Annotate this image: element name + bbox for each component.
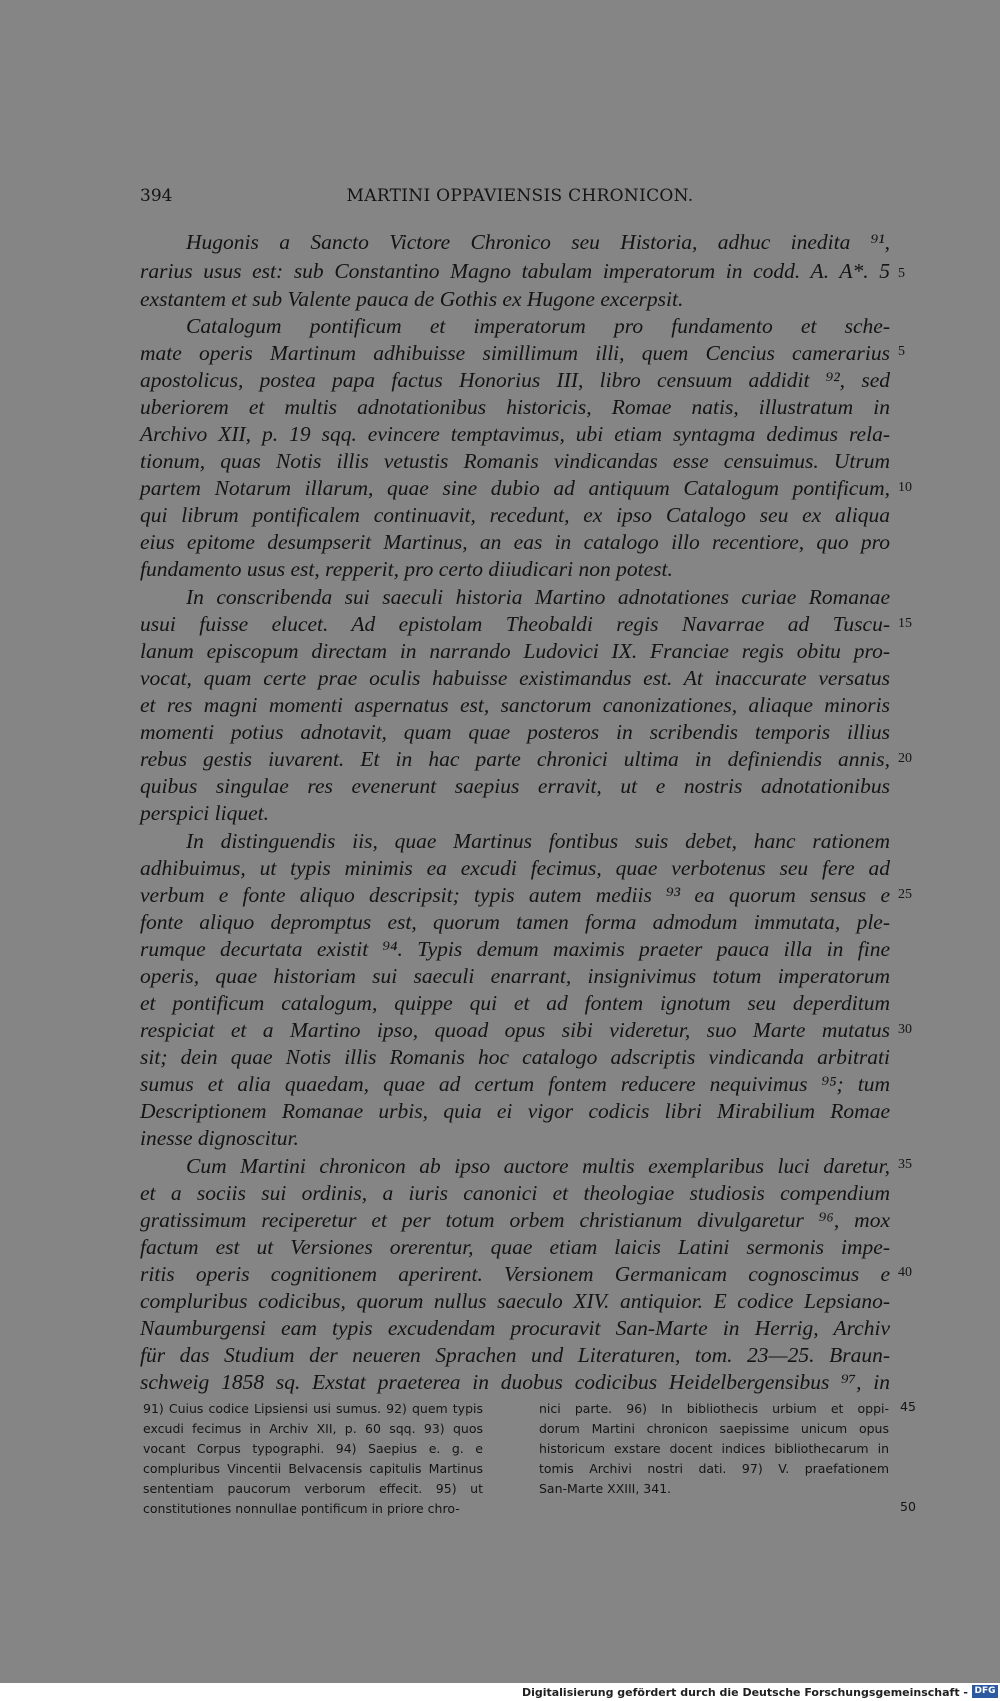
text-line: momenti potius adnotavit, quam quae posteros in scribendis temporis illius	[140, 720, 890, 744]
footnote-line: 91) Cuius codice Lipsiensi usi sumus. 92) quem typis	[143, 1401, 483, 1416]
text-line: uberiorem et multis adnotationibus historicis, Romae natis, illustratum in	[140, 395, 890, 419]
text-line: vocat, quam certe prae oculis habuisse existimandus est. At inaccurate versatus	[140, 666, 890, 690]
line-number: 20	[898, 751, 912, 766]
text-line: sit; dein quae Notis illis Romanis hoc catalogo adscriptis vindicanda arbitrati	[140, 1045, 890, 1069]
text-line: ritis operis cognitionem aperirent. Versionem Germanicam cognoscimus e	[140, 1262, 890, 1286]
footnote-line: constitutiones nonnullae pontificum in priore chro-	[143, 1501, 460, 1516]
footnote-line-number: 50	[900, 1499, 916, 1514]
line-number: 5	[898, 266, 905, 281]
line-number: 30	[898, 1022, 912, 1037]
text-line: mate operis Martinum adhibuisse simillimum illi, quem Cencius camerarius	[140, 341, 890, 365]
text-line: respiciat et a Martino ipso, quoad opus sibi videretur, suo Marte mutatus	[140, 1018, 890, 1042]
text-line: tionum, quas Notis illis vetustis Romanis vindicandas esse censuimus. Utrum	[140, 449, 890, 473]
line-number: 10	[898, 480, 912, 495]
text-line: exstantem et sub Valente pauca de Gothis ex Hugone excerpsit.	[140, 287, 684, 311]
page-number: 394	[140, 186, 173, 206]
text-line: inesse dignoscitur.	[140, 1126, 299, 1150]
footnote-line: compluribus Vincentii Belvacensis capitulis Martinus	[143, 1461, 483, 1476]
line-number: 35	[898, 1157, 912, 1172]
text-line: lanum episcopum directam in narrando Ludovici IX. Franciae regis obitu pro-	[140, 639, 890, 663]
text-line: operis, quae historiam sui saeculi enarrant, insignivimus totum imperatorum	[140, 964, 890, 988]
text-line: Hugonis a Sancto Victore Chronico seu Historia, adhuc inedita ⁹¹,	[186, 230, 890, 254]
text-line: et pontificum catalogum, quippe qui et ad fontem ignotum seu deperditum	[140, 991, 890, 1015]
footnotes-left-column	[143, 1399, 483, 1519]
text-line: factum est ut Versiones orerentur, quae etiam laicis Latini sermonis impe-	[140, 1235, 890, 1259]
text-line: rumque decurtata existit ⁹⁴. Typis demum maximis praeter pauca illa in fine	[140, 937, 890, 961]
digitization-credit: Digitalisierung gefördert durch die Deutsche Forschungsgemeinschaft -	[521, 1686, 968, 1699]
footnote-line: historicum exstare docent indices bibliothecarum in	[539, 1441, 889, 1456]
text-line: fonte aliquo depromptus est, quorum tamen forma admodum immutata, ple-	[140, 910, 890, 934]
page-header	[140, 186, 900, 212]
text-line: sumus et alia quaedam, quae ad certum fontem reducere nequivimus ⁹⁵; tum	[140, 1072, 890, 1096]
running-title: MARTINI OPPAVIENSIS CHRONICON.	[346, 186, 694, 206]
footnote-line: tomis Archivi nostri dati. 97) V. praefationem	[539, 1461, 889, 1476]
text-line: quibus singulae res evenerunt saepius erravit, ut e nostris adnotationibus	[140, 774, 890, 798]
text-line: Archivo XII, p. 19 sqq. evincere temptavimus, ubi etiam syntagma dedimus rela-	[140, 422, 890, 446]
line-number: 5	[898, 344, 905, 359]
text-line: rebus gestis iuvarent. Et in hac parte chronici ultima in definiendis annis,	[140, 747, 890, 771]
line-number: 40	[898, 1265, 912, 1280]
text-line: gratissimum reciperetur et per totum orbem christianum divulgaretur ⁹⁶, mox	[140, 1208, 890, 1232]
text-line: Catalogum pontificum et imperatorum pro fundamento et sche-	[186, 314, 890, 338]
text-line: usui fuisse elucet. Ad epistolam Theobaldi regis Navarrae ad Tuscu-	[140, 612, 890, 636]
text-line: für das Studium der neueren Sprachen und Literaturen, tom. 23—25. Braun-	[140, 1343, 890, 1367]
footnote-line-number: 45	[900, 1399, 916, 1414]
text-line: apostolicus, postea papa factus Honorius III, libro censuum addidit ⁹², sed	[140, 368, 890, 392]
footnote-line: excudi fecimus in Archiv XII, p. 60 sqq. 93) quos	[143, 1421, 483, 1436]
text-line: Descriptionem Romanae urbis, quia ei vigor codicis libri Mirabilium Romae	[140, 1099, 890, 1123]
footnote-line: San-Marte XXIII, 341.	[539, 1481, 672, 1496]
text-line: compluribus codicibus, quorum nullus saeculo XIV. antiquior. E codice Lepsiano-	[140, 1289, 890, 1313]
text-line: verbum e fonte aliquo descripsit; typis autem mediis ⁹³ ea quorum sensus e	[140, 883, 890, 907]
text-line: et a sociis sui ordinis, a iuris canonici et theologiae studiosis compendium	[140, 1181, 890, 1205]
line-number: 15	[898, 616, 912, 631]
footnote-line: nici parte. 96) In bibliothecis urbium et oppi-	[539, 1401, 889, 1416]
text-line: fundamento usus est, repperit, pro certo diiudicari non potest.	[140, 557, 673, 581]
text-line: Naumburgensi eam typis excudendam procuravit San-Marte in Herrig, Archiv	[140, 1316, 890, 1340]
text-line: et res magni momenti aspernatus est, sanctorum canonizationes, aliaque minoris	[140, 693, 890, 717]
line-number: 25	[898, 887, 912, 902]
footnote-line: sententiam paucorum verborum effecit. 95) ut	[143, 1481, 483, 1496]
footnote-line: vocant Corpus typographi. 94) Saepius e. g. e	[143, 1441, 483, 1456]
text-line: qui librum pontificalem continuavit, recedunt, ex ipso Catalogo seu ex aliqua	[140, 503, 890, 527]
text-line: In conscribenda sui saeculi historia Martino adnotationes curiae Romanae	[186, 585, 890, 609]
text-line: partem Notarum illarum, quae sine dubio ad antiquum Catalogum pontificum,	[140, 476, 890, 500]
text-line: adhibuimus, ut typis minimis ea excudi fecimus, quae verbotenus seu fere ad	[140, 856, 890, 880]
text-line: perspici liquet.	[140, 801, 269, 825]
text-line: In distinguendis iis, quae Martinus fontibus suis debet, hanc rationem	[186, 829, 890, 853]
footnote-line: dorum Martini chronicon saepissime unicum opus	[539, 1421, 889, 1436]
footnotes-right-column	[539, 1399, 889, 1499]
dfg-logo-icon: DFG	[972, 1685, 998, 1698]
text-line: Cum Martini chronicon ab ipso auctore multis exemplaribus luci daretur,	[186, 1154, 890, 1178]
text-line: eius epitome desumpserit Martinus, an eas in catalogo illo recentiore, quo pro	[140, 530, 890, 554]
text-line: rarius usus est: sub Constantino Magno tabulam imperatorum in codd. A. A*. 5	[140, 259, 890, 283]
text-line: schweig 1858 sq. Exstat praeterea in duobus codicibus Heidelbergensibus ⁹⁷, in	[140, 1370, 890, 1394]
